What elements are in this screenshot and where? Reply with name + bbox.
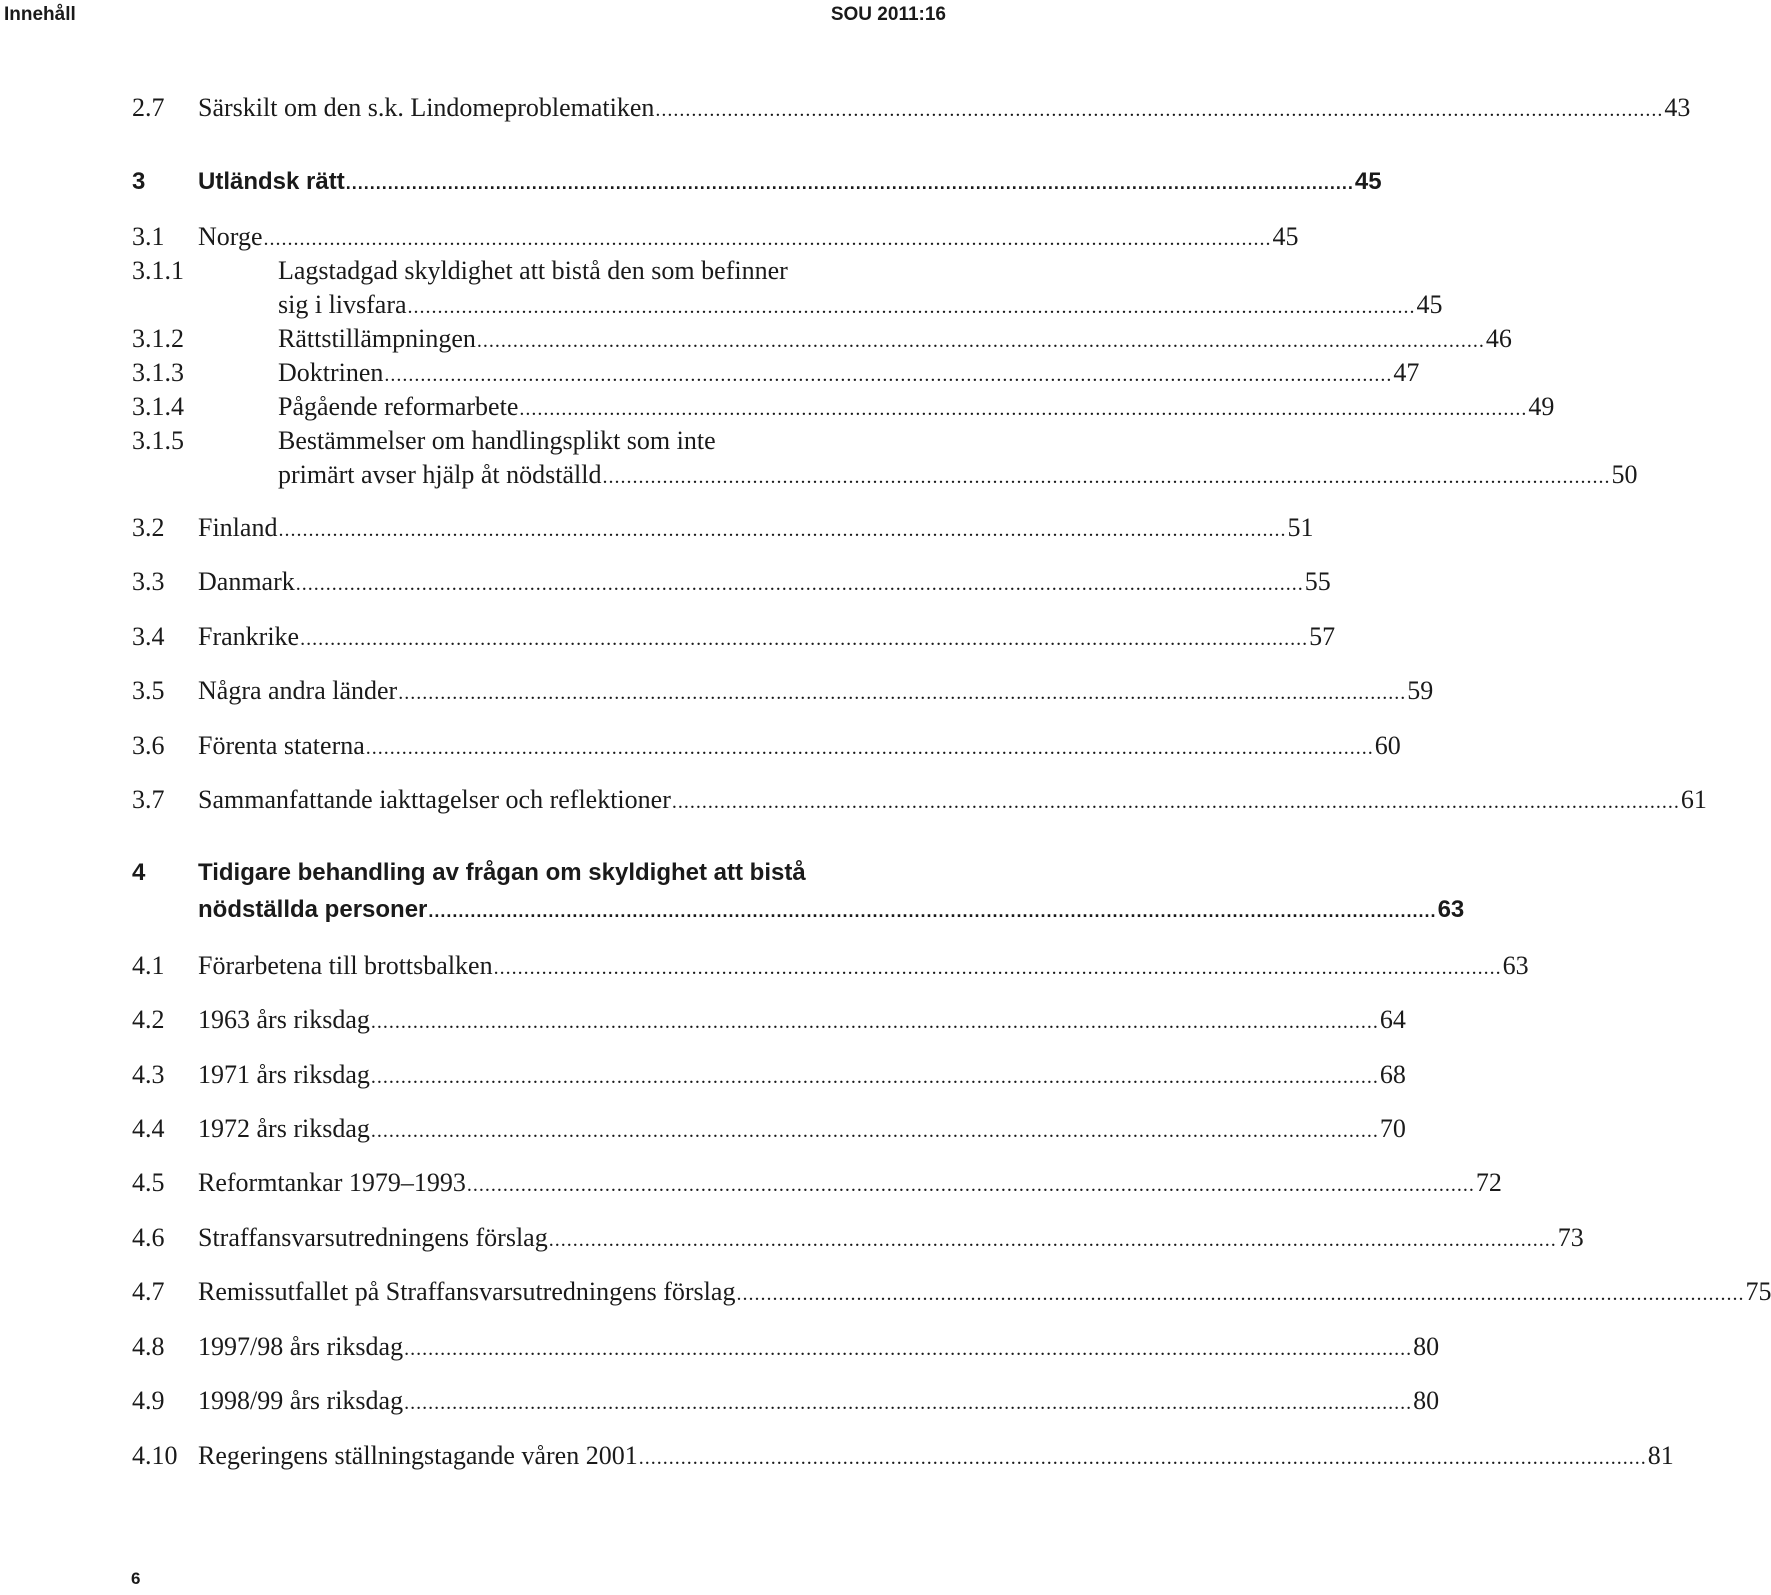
toc-page: 45: [1416, 290, 1443, 319]
toc-chapter-4-cont[interactable]: [0, 895, 1465, 925]
toc-entry-3-6[interactable]: [0, 731, 1401, 761]
toc-title: 1963 års riksdag: [198, 1005, 370, 1034]
toc-page: 47: [1393, 358, 1420, 387]
toc-title: 1971 års riksdag: [198, 1060, 370, 1089]
toc-page: 46: [1485, 324, 1512, 353]
toc-number: 4.4: [132, 1114, 165, 1143]
toc-page: 70: [1379, 1114, 1406, 1143]
toc-title: Frankrike: [198, 622, 300, 651]
toc-entry-4-3[interactable]: [0, 1060, 1406, 1090]
dot-leader: ........................................................................................................................................................................: [370, 1120, 1379, 1142]
toc-entry-3-4[interactable]: [0, 622, 1336, 652]
toc-entry-3-1-2[interactable]: [0, 324, 1512, 354]
dot-leader: ........................................................................................................................................................................: [476, 330, 1485, 352]
toc-number: 4.10: [132, 1441, 178, 1470]
dot-leader: ........................................................................................................................................................................: [398, 682, 1407, 704]
dot-leader: ........................................................................................................................................................................: [519, 398, 1528, 420]
toc-number: 4.7: [132, 1277, 165, 1306]
toc-number: 3.6: [132, 731, 165, 760]
dot-leader: ........................................................................................................................................................................: [295, 573, 1304, 595]
toc-entry-4-5[interactable]: [0, 1168, 1502, 1198]
toc-page: 50: [1611, 460, 1638, 489]
dot-leader: ........................................................................................................................................................................: [384, 364, 1393, 386]
chapter-page: 45: [1354, 168, 1382, 195]
toc-title: Förenta staterna: [198, 731, 365, 760]
toc-number: 3.1.3: [132, 358, 184, 387]
dot-leader: ........................................................................................................................................................................: [493, 957, 1502, 979]
toc-page: 45: [1272, 222, 1299, 251]
toc-page: 63: [1502, 951, 1529, 980]
dot-leader: ........................................................................................................................................................................: [602, 466, 1611, 488]
toc-title: Några andra länder: [198, 676, 398, 705]
toc-title: Förarbetena till brottsbalken: [198, 951, 493, 980]
toc-number: 4.6: [132, 1223, 165, 1252]
toc-page: 55: [1304, 567, 1331, 596]
toc-title: 1972 års riksdag: [198, 1114, 370, 1143]
chapter-title-line1: Tidigare behandling av frågan om skyldighet att bistå: [198, 859, 806, 886]
toc-entry-3-1-5[interactable]: [0, 426, 960, 456]
toc-number: 4.9: [132, 1386, 165, 1415]
dot-leader: ........................................................................................................................................................................: [263, 228, 1272, 250]
toc-entry-3-1[interactable]: [0, 222, 1299, 252]
toc-page: 72: [1475, 1168, 1502, 1197]
toc-number: 3.2: [132, 513, 165, 542]
toc-page: 81: [1647, 1441, 1674, 1470]
toc-number: 3.1.2: [132, 324, 184, 353]
toc-page: 75: [1745, 1277, 1771, 1306]
toc-title: Danmark: [198, 567, 295, 596]
toc-number: 4.5: [132, 1168, 165, 1197]
toc-page: 61: [1680, 785, 1707, 814]
dot-leader: ........................................................................................................................................................................: [638, 1447, 1647, 1469]
toc-page: 60: [1374, 731, 1401, 760]
toc-number: 3.4: [132, 622, 165, 651]
toc-page: 68: [1379, 1060, 1406, 1089]
toc-number: 4.8: [132, 1332, 165, 1361]
toc-title: Remissutfallet på Straffansvarsutredningens förslag: [198, 1277, 736, 1306]
dot-leader: ........................................................................................................................................................................: [370, 1011, 1379, 1033]
toc-page: 80: [1413, 1332, 1440, 1361]
toc-entry-4-2[interactable]: [0, 1005, 1406, 1035]
dot-leader: ........................................................................................................................................................................: [407, 296, 1416, 318]
toc-entry-4-9[interactable]: [0, 1386, 1440, 1416]
toc-title: Doktrinen: [278, 358, 384, 387]
toc-entry-4-4[interactable]: [0, 1114, 1406, 1144]
toc-entry-3-1-1-cont[interactable]: [0, 290, 1443, 320]
toc-entry-3-5[interactable]: [0, 676, 1434, 706]
toc-number: 4.1: [132, 951, 165, 980]
toc-title-line1: Bestämmelser om handlingsplikt som inte: [278, 426, 716, 455]
toc-page: 57: [1309, 622, 1336, 651]
toc-page: 80: [1413, 1386, 1440, 1415]
dot-leader: ........................................................................................................................................................................: [428, 901, 1437, 921]
dot-leader: ........................................................................................................................................................................: [365, 737, 1374, 759]
dot-leader: ........................................................................................................................................................................: [300, 628, 1309, 650]
toc-number: 3.1.4: [132, 392, 184, 421]
toc-chapter-4[interactable]: [0, 858, 960, 888]
toc-number: 3.3: [132, 567, 165, 596]
toc-page: 73: [1557, 1223, 1584, 1252]
dot-leader: ........................................................................................................................................................................: [548, 1229, 1557, 1251]
toc-entry-4-6[interactable]: [0, 1223, 1584, 1253]
toc-page: 49: [1528, 392, 1555, 421]
toc-entry-3-1-4[interactable]: [0, 392, 1555, 422]
toc-page: 43: [1664, 93, 1691, 122]
dot-leader: ........................................................................................................................................................................: [466, 1174, 1475, 1196]
toc-entry-4-7[interactable]: [0, 1277, 1771, 1307]
toc-title-line2: primärt avser hjälp åt nödställd: [278, 460, 602, 489]
toc-title: 1997/98 års riksdag: [198, 1332, 404, 1361]
toc-title-line1: Lagstadgad skyldighet att bistå den som befinner: [278, 256, 788, 285]
toc-chapter-3[interactable]: [0, 167, 1382, 197]
toc-number: 4.3: [132, 1060, 165, 1089]
toc-number: 3.1.5: [132, 426, 184, 455]
dot-leader: ........................................................................................................................................................................: [736, 1283, 1745, 1305]
toc-entry-4-8[interactable]: [0, 1332, 1440, 1362]
dot-leader: ........................................................................................................................................................................: [370, 1066, 1379, 1088]
toc-title: Regeringens ställningstagande våren 2001: [198, 1441, 638, 1470]
toc-entry-4-10[interactable]: [0, 1441, 1674, 1471]
toc-title: Rättstillämpningen: [278, 324, 476, 353]
dot-leader: ........................................................................................................................................................................: [671, 791, 1680, 813]
toc-entry-3-3[interactable]: [0, 567, 1331, 597]
dot-leader: ........................................................................................................................................................................: [404, 1338, 1413, 1360]
toc-number: 2.7: [132, 93, 165, 122]
chapter-title-line2: nödställda personer: [198, 896, 428, 923]
dot-leader: ........................................................................................................................................................................: [655, 99, 1664, 121]
toc-page: 64: [1379, 1005, 1406, 1034]
toc-number: 3.1: [132, 222, 165, 251]
dot-leader: ........................................................................................................................................................................: [278, 519, 1287, 541]
toc-number: 3.5: [132, 676, 165, 705]
toc-page: 59: [1407, 676, 1434, 705]
toc-number: 4.2: [132, 1005, 165, 1034]
toc-entry-3-1-1[interactable]: [0, 256, 960, 286]
page-number: 6: [131, 1569, 141, 1588]
toc-number: 3.1.1: [132, 256, 184, 285]
toc-entry-2-7[interactable]: [0, 93, 1691, 123]
toc-title: Pågående reformarbete: [278, 392, 519, 421]
toc-title: Reformtankar 1979–1993: [198, 1168, 466, 1197]
chapter-number: 4: [132, 859, 146, 886]
toc-title-line2: sig i livsfara: [278, 290, 407, 319]
dot-leader: ........................................................................................................................................................................: [345, 173, 1354, 193]
dot-leader: ........................................................................................................................................................................: [404, 1392, 1413, 1414]
toc-entry-3-7[interactable]: [0, 785, 1707, 815]
toc-entry-3-1-3[interactable]: [0, 358, 1420, 388]
toc-title: 1998/99 års riksdag: [198, 1386, 404, 1415]
chapter-title: Utländsk rätt: [198, 168, 345, 195]
toc-page: 51: [1287, 513, 1314, 542]
toc-entry-4-1[interactable]: [0, 951, 1529, 981]
toc-entry-3-1-5-cont[interactable]: [0, 460, 1638, 490]
chapter-page: 63: [1437, 896, 1465, 923]
toc-title: Finland: [198, 513, 278, 542]
toc-title: Norge: [198, 222, 263, 251]
toc-title: Sammanfattande iakttagelser och reflektioner: [198, 785, 671, 814]
toc-entry-3-2[interactable]: [0, 513, 1314, 543]
running-header-report-id: SOU 2011:16: [830, 4, 946, 25]
chapter-number: 3: [132, 168, 146, 195]
toc-number: 3.7: [132, 785, 165, 814]
toc-title: Straffansvarsutredningens förslag: [198, 1223, 548, 1252]
running-header-section: Innehåll: [4, 4, 76, 25]
toc-title: Särskilt om den s.k. Lindomeproblematiken: [198, 93, 655, 122]
